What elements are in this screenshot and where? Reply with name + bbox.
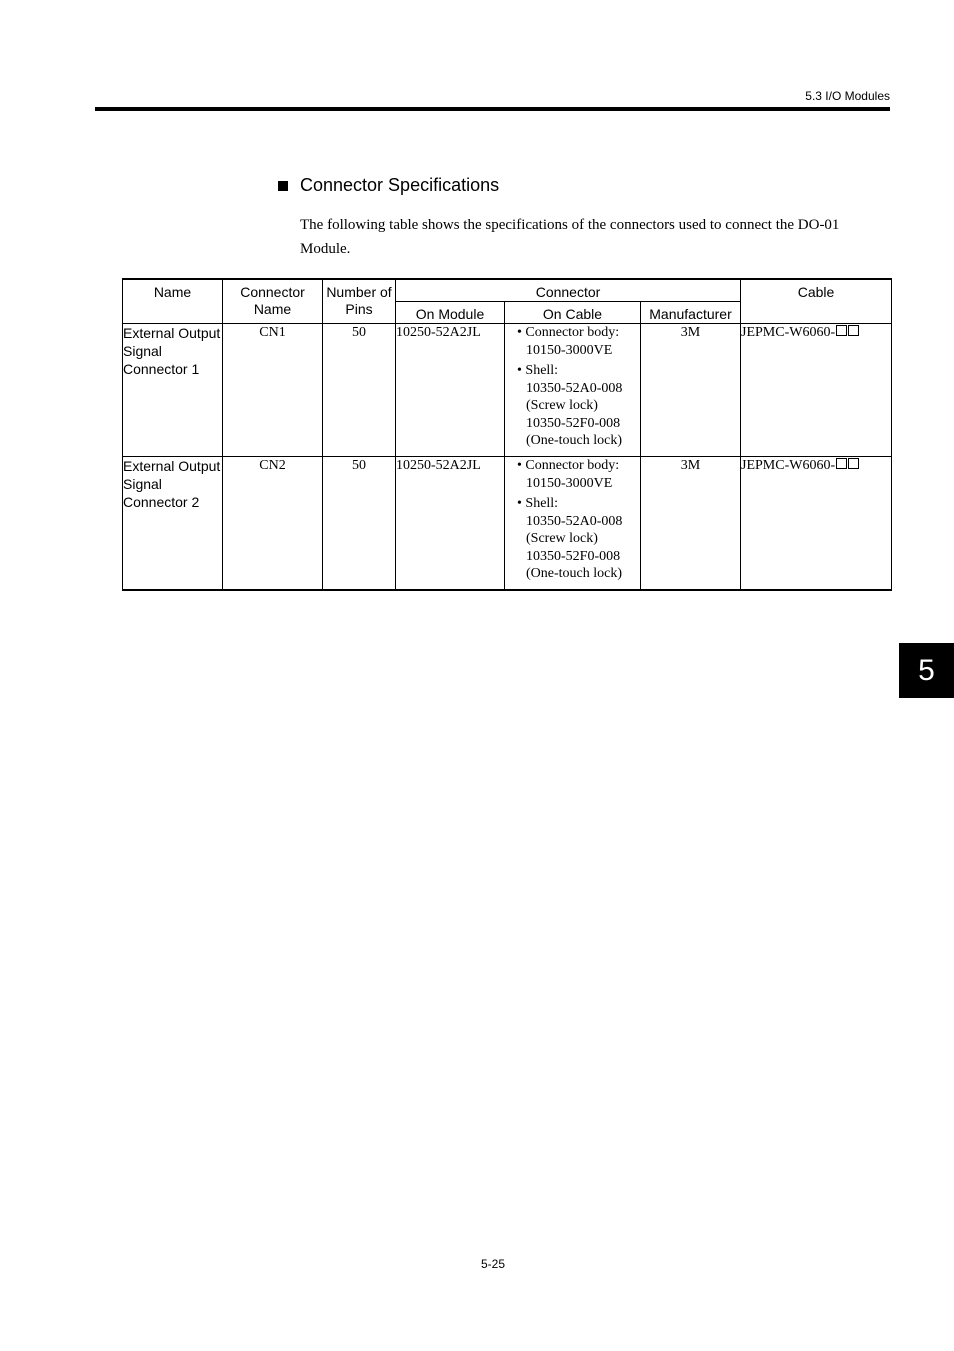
row-cable (741, 457, 892, 590)
shell-touch-note: (One-touch lock) (526, 433, 623, 448)
row-on-module: 10250-52A2JL (396, 324, 505, 457)
running-header: 5.3 I/O Modules (805, 89, 890, 103)
row-cable (741, 324, 892, 457)
shell-item (505, 362, 640, 450)
connector-body-label: • Connector body: (517, 458, 620, 473)
shell-item (505, 495, 640, 583)
chapter-tab: 5 (899, 643, 954, 698)
shell-touch-value: 10350-52F0-008 (526, 548, 621, 564)
placeholder-box-icon (848, 458, 859, 469)
row-manufacturer: 3M (641, 457, 741, 590)
shell-screw-note: (Screw lock) (526, 531, 598, 546)
table-header-row (123, 279, 892, 302)
header-connector-name: Connector Name (223, 279, 323, 324)
header-on-cable: On Cable (505, 302, 641, 324)
row-pins: 50 (323, 457, 396, 590)
header-name: Name (123, 279, 223, 324)
row-pins: 50 (323, 324, 396, 457)
header-connector: Connector (396, 279, 741, 302)
header-pins: Number of Pins (323, 279, 396, 324)
shell-touch-note: (One-touch lock) (526, 566, 623, 581)
shell-screw-note: (Screw lock) (526, 398, 598, 413)
connector-spec-table (122, 278, 892, 591)
connector-body-item (505, 324, 640, 360)
shell-screw-value: 10350-52A0-008 (526, 380, 623, 396)
row-on-cable (505, 457, 641, 590)
connector-body-value: 10150-3000VE (526, 343, 613, 358)
row-on-module: 10250-52A2JL (396, 457, 505, 590)
cable-model: JEPMC-W6060- (741, 325, 836, 340)
shell-label: • Shell: (517, 362, 559, 378)
intro-paragraph: The following table shows the specifications of the connectors used to connect the DO-01 Module. (300, 217, 840, 257)
connector-body-label: • Connector body: (517, 325, 620, 340)
row-manufacturer: 3M (641, 324, 741, 457)
row-name: External Output Signal Connector 1 (123, 324, 223, 457)
shell-screw-value: 10350-52A0-008 (526, 513, 623, 529)
placeholder-box-icon (848, 325, 859, 336)
header-on-module: On Module (396, 302, 505, 324)
section-heading-text: Connector Specifications (300, 175, 500, 195)
shell-label: • Shell: (517, 495, 559, 511)
header-rule (95, 107, 890, 111)
page-number: 5-25 (480, 1257, 506, 1271)
connector-body-item (505, 457, 640, 493)
section-heading (278, 175, 499, 196)
row-connector-name: CN2 (223, 457, 323, 590)
header-manufacturer: Manufacturer (641, 302, 741, 324)
row-connector-name: CN1 (223, 324, 323, 457)
table-row (123, 324, 892, 457)
row-name: External Output Signal Connector 2 (123, 457, 223, 590)
row-on-cable (505, 324, 641, 457)
placeholder-box-icon (836, 458, 847, 469)
placeholder-box-icon (836, 325, 847, 336)
header-cable: Cable (741, 279, 892, 324)
connector-body-value: 10150-3000VE (526, 476, 613, 491)
table-row (123, 457, 892, 590)
shell-touch-value: 10350-52F0-008 (526, 415, 621, 431)
square-bullet-icon (278, 181, 288, 191)
cable-model: JEPMC-W6060- (741, 458, 836, 473)
